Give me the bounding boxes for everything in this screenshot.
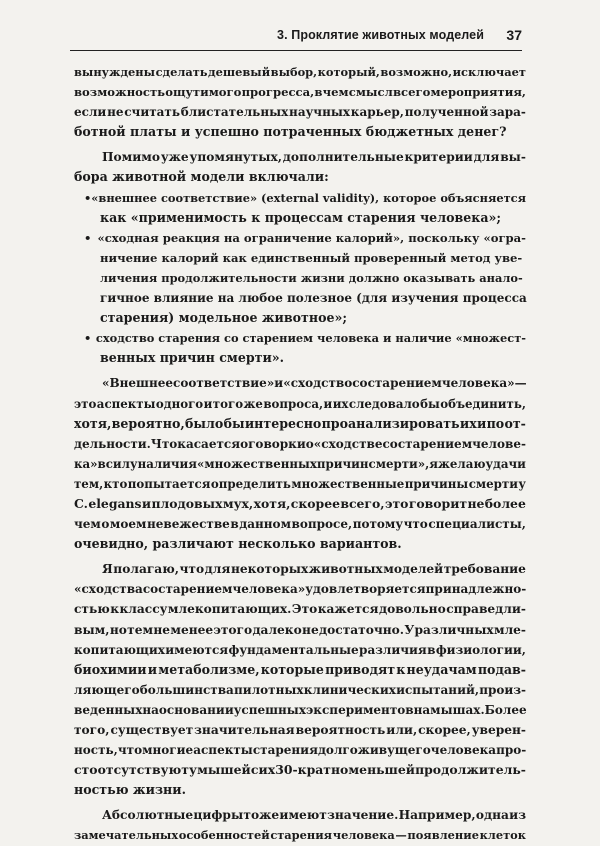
text-line: вынуждены сделать дешевый выбор, который, возможно, исключает (74, 65, 526, 79)
text-line: это аспекты одного и того же вопроса, и их следовало бы объединить, (74, 396, 526, 411)
text-line: как «применимость к процессам старения человека»; (100, 209, 502, 225)
text-line: ботной платы и успешно потраченных бюджетных денег? (74, 124, 507, 140)
text-line: если не считать блистательных научных карьер, полученной зара- (74, 105, 526, 120)
list-item (74, 328, 526, 368)
running-header (70, 26, 522, 51)
text-line: «Внешнее соответствие» и «сходство со старением человека» — (102, 376, 527, 391)
text-line: тем, кто попытается определить множественные причины смерти у (74, 476, 526, 491)
text-line: C. elegans и плодовых мух, хотя, скорее всего, это говорит не более (74, 495, 526, 511)
text-line: венных причин смерти». (100, 350, 285, 366)
text-line: ностью жизни. (74, 782, 186, 798)
text-line: «сходная реакция на ограничение калорий», поскольку «огра- (97, 230, 526, 245)
bullet-marker: • (84, 230, 92, 245)
text-line: личения продолжительности жизни должно оказывать анало- (100, 270, 523, 285)
chapter-title: 3. Проклятие животных моделей (277, 28, 484, 42)
text-line: бора животной модели включали: (74, 169, 329, 185)
text-line: очевидно, различают несколько вариантов. (74, 536, 402, 552)
text-line: замечательных особенностей старения человека — появление клеток (74, 828, 526, 843)
text-line: биохимии и метаболизме, которые приводят к неудачам подав- (74, 661, 526, 677)
text-line: гичное влияние на любое полезное (для изучения процесса (100, 291, 527, 306)
text-line: Абсолютные цифры тоже имеют значение. Например, одна из (102, 808, 526, 823)
list-item (74, 188, 526, 228)
text-line: «внешнее соответствие» (external validity), которое объясняется (91, 190, 527, 205)
text-line: ность, что многие аспекты старения долгоживущего человека про- (74, 743, 527, 758)
list-item (74, 228, 526, 328)
text-line: «сходства со старением человека» удовлетворяется принадлежно- (74, 582, 527, 597)
text-line: сто отсутствуют у мышей с их 30-кратно меньшей продолжитель- (74, 762, 526, 778)
text-line: ляющего большинства пилотных клинических испытаний, произ- (74, 682, 526, 697)
text-line: того, существует значительная вероятность или, скорее, уверен- (74, 723, 526, 737)
page-number: 37 (506, 27, 522, 43)
text-line: веденных на основании успешных экспериментов на мышах. Более (74, 702, 527, 717)
bullet-marker: • (84, 331, 92, 346)
text-line: ка» в силу наличия «множественных причин смерти», я желаю удачи (74, 456, 526, 471)
text-line: хотя, вероятно, было бы интересно проанализировать их и по от- (74, 415, 526, 431)
text-line: возможность ощутимого прогресса, в чем смысл всего мероприятия, (74, 85, 526, 100)
text-line: старения) модельное животное»; (100, 310, 348, 326)
bullet-list (74, 188, 526, 369)
bullet-marker: • (84, 190, 92, 205)
text-line: сходство старения со старением человека и наличие «множест- (95, 331, 526, 346)
text-line: вым, но тем не менее этого далеко не достаточно. У различных мле- (74, 622, 526, 637)
text-line: Помимо уже упомянутых, дополнительные критерии для вы- (102, 150, 526, 165)
body-text (74, 62, 526, 846)
text-line: Я полагаю, что для некоторых животных моделей требование (102, 562, 526, 577)
text-line: дельности. Что касается оговорки о «сходстве со старением челове- (74, 436, 526, 451)
text-line: ничение калорий как единственный проверенный метод уве- (100, 250, 523, 265)
text-line: копитающих имеются фундаментальные различия в физиологии, (74, 642, 526, 657)
text-line: стью к классу млекопитающих. Это кажется довольно справедли- (74, 602, 526, 617)
text-line: чем о моем невежестве в данном вопросе, потому что специалисты, (74, 517, 526, 532)
